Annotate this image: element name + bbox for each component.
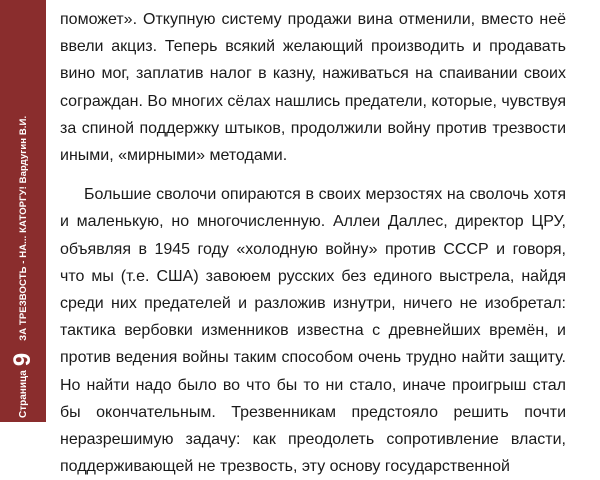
page-number: 9 [9,352,36,367]
page-label: Страница [17,370,29,418]
sidebar-running-head [8,116,38,418]
page-body [60,0,566,480]
paragraph: поможет». Откупную систему продажи вина отменили, вместо неё ввели акциз. Теперь всякий желающий производить и продавать вино мог, заплатив налог в казну, наживаться на спаивании своих сограждан. Во многих сёлах нашлись предатели, которые, чувствуя за спиной поддержку штыков, продолжили войну против трезвости иными, «мирными» методами. [60,11,566,165]
sidebar [0,0,46,422]
paragraph: Большие сволочи опираются в своих мерзостях на сволочь хотя и маленькую, но многочисленную. Аллеи Даллес, директор ЦРУ, объявляя в 1945 году «холодную войну» против СССР и говоря, что мы (т.е. США) завоюем русских без единого выстрела, найдя среди них предателей и разложив изнутри, ничего не изобретал: тактика вербовки изменников известна с древнейших времён, и против ведения войны таким способом очень трудно найти защиту. Но найти надо было во что бы то ни стало, иначе проигрыш стал бы окончательным. Трезвенникам предстояло решить почти неразрешимую задачу: как преодолеть сопротивление власти, поддерживающей не трезвость, эту основу государственной [60,186,566,476]
book-title-author: ЗА ТРЕЗВОСТЬ - НА... КАТОРГУ! Вардугин В.И. [17,115,29,341]
